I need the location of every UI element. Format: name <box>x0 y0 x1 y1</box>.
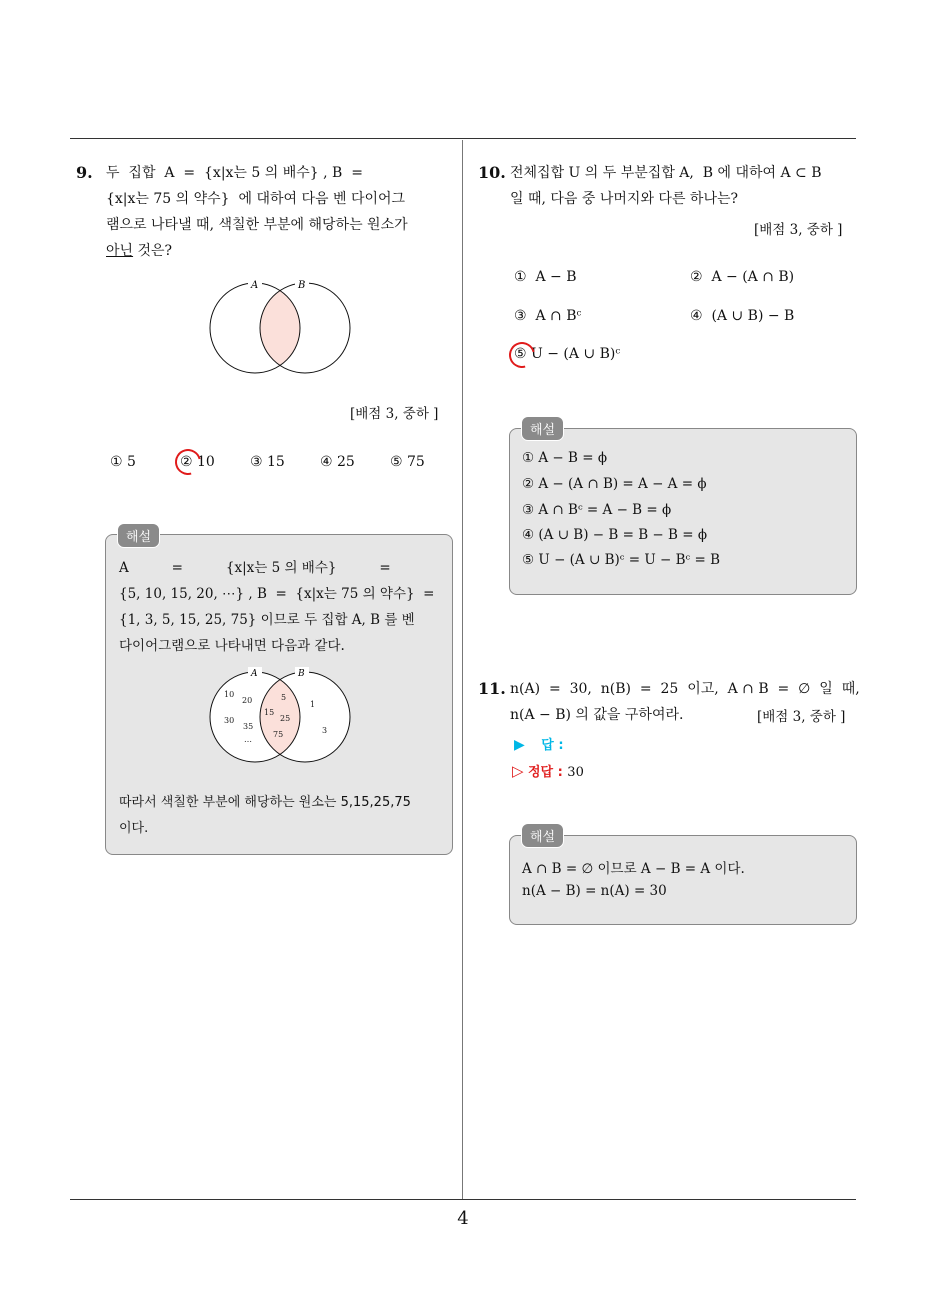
venn-label-b: B <box>298 280 306 291</box>
venn-element: 5 <box>281 693 287 702</box>
q11-solution-line-1: A ∩ B = ∅ 이므로 A − B = A 이다. <box>522 861 745 877</box>
q11-solution-line-2: n(A − B) = n(A) = 30 <box>522 883 667 899</box>
q10-solution-line-1: ① A − B = ϕ <box>522 450 608 466</box>
question-10-line-1: 전체집합 U 의 두 부분집합 A, B 에 대하여 A ⊂ B <box>510 165 822 181</box>
venn-element: 75 <box>273 730 284 739</box>
venn-label-a: A <box>251 669 258 679</box>
q10-choice-4[interactable]: ④ (A ∪ B) − B <box>690 308 795 324</box>
question-11-solution-tag: 해설 <box>521 823 564 848</box>
question-11-line-2: n(A − B) 의 값을 구하여라. <box>510 707 684 723</box>
question-9-score: [배점 3, 중하 ] <box>350 406 439 422</box>
question-9-line-4-rest: 것은? <box>133 243 173 259</box>
q9-choice-1[interactable]: ① 5 <box>110 454 136 470</box>
venn-label-b: B <box>298 669 305 679</box>
venn-element: 1 <box>310 700 316 709</box>
q10-choice-5[interactable]: ⑤ U − (A ∪ B)ᶜ <box>514 346 621 362</box>
question-9-line-2: {x|x는 75 의 약수} 에 대하여 다음 벤 다이어그 <box>106 191 406 207</box>
q9-solution-conclusion-1: 따라서 색칠한 부분에 해당하는 원소는 5,15,25,75 <box>119 795 411 810</box>
venn-element: … <box>244 735 252 744</box>
question-9-line-4 <box>106 238 456 264</box>
q11-answer-label: 답 : <box>541 738 564 753</box>
venn-element: 3 <box>322 726 328 735</box>
page-number: 4 <box>457 1208 469 1229</box>
q10-choice-1[interactable]: ① A − B <box>514 269 577 285</box>
question-10-number: 10. <box>478 163 506 182</box>
q9-solution-conclusion-2: 이다. <box>119 821 149 836</box>
venn-element: 15 <box>264 708 275 717</box>
q10-choice-2[interactable]: ② A − (A ∩ B) <box>690 269 795 285</box>
q9-solution-line-3: {1, 3, 5, 15, 25, 75} 이므로 두 집합 A, B 를 벤 <box>119 612 415 628</box>
question-11-line-1: n(A) = 30, n(B) = 25 이고, A ∩ B = ∅ 일 때, <box>510 681 860 697</box>
venn-label-a: A <box>251 280 259 291</box>
question-10-score: [배점 3, 중하 ] <box>754 222 843 238</box>
column-divider <box>462 140 463 1200</box>
q9-solution-venn-diagram <box>200 665 360 771</box>
question-10-text <box>510 160 860 212</box>
q10-solution-line-4: ④ (A ∪ B) − B = B − B = ϕ <box>522 527 708 543</box>
q9-solution-line-2: {5, 10, 15, 20, ⋯} , B = {x|x는 75 의 약수} = <box>119 586 435 602</box>
play-arrow-icon: ▶ <box>514 737 525 753</box>
venn-element: 10 <box>224 690 235 699</box>
question-9-line-3: 램으로 나타낼 때, 색칠한 부분에 해당하는 원소가 <box>106 217 408 233</box>
q9-choice-3[interactable]: ③ 15 <box>250 454 285 470</box>
question-9-venn-diagram <box>200 275 360 385</box>
q11-correct-row <box>512 761 584 780</box>
venn-element: 25 <box>280 714 291 723</box>
venn-element: 20 <box>242 696 253 705</box>
q10-solution-line-5: ⑤ U − (A ∪ B)ᶜ = U − Bᶜ = B <box>522 552 721 568</box>
q9-solution-line-1: A = {x|x는 5 의 배수} = <box>119 560 391 576</box>
question-11-score: [배점 3, 중하 ] <box>757 709 846 725</box>
question-11-number: 11. <box>478 679 506 698</box>
q10-answer-mark-icon <box>504 337 540 373</box>
venn-element: 30 <box>224 716 235 725</box>
q9-solution-line-4: 다이어그램으로 나타내면 다음과 같다. <box>119 638 345 654</box>
question-9-underlined-word: 아닌 <box>106 243 134 259</box>
q9-choice-2[interactable]: ② 10 <box>180 454 215 470</box>
question-9-text <box>106 160 456 264</box>
question-9-line-1: 두 집합 A = {x|x는 5 의 배수} , B = <box>106 165 363 181</box>
q11-correct-label: 정답 : <box>528 765 563 780</box>
top-rule <box>70 138 856 139</box>
q10-choice-3[interactable]: ③ A ∩ Bᶜ <box>514 308 582 324</box>
question-11-solution-box <box>509 835 857 925</box>
venn-element: 35 <box>243 722 254 731</box>
q9-answer-mark-icon <box>170 444 206 480</box>
question-10-line-2: 일 때, 다음 중 나머지와 다른 하나는? <box>510 191 738 207</box>
question-9-number: 9. <box>76 163 93 182</box>
q9-choice-5[interactable]: ⑤ 75 <box>390 454 425 470</box>
q10-solution-line-3: ③ A ∩ Bᶜ = A − B = ϕ <box>522 502 672 518</box>
q9-choice-4[interactable]: ④ 25 <box>320 454 355 470</box>
outline-arrow-icon: ▷ <box>512 762 524 780</box>
q11-answer-row <box>514 734 564 753</box>
q11-correct-value: 30 <box>567 765 584 780</box>
q10-solution-line-2: ② A − (A ∩ B) = A − A = ϕ <box>522 476 707 492</box>
question-10-solution-tag: 해설 <box>521 416 564 441</box>
question-9-solution-tag: 해설 <box>117 523 160 548</box>
bottom-rule <box>70 1199 856 1200</box>
